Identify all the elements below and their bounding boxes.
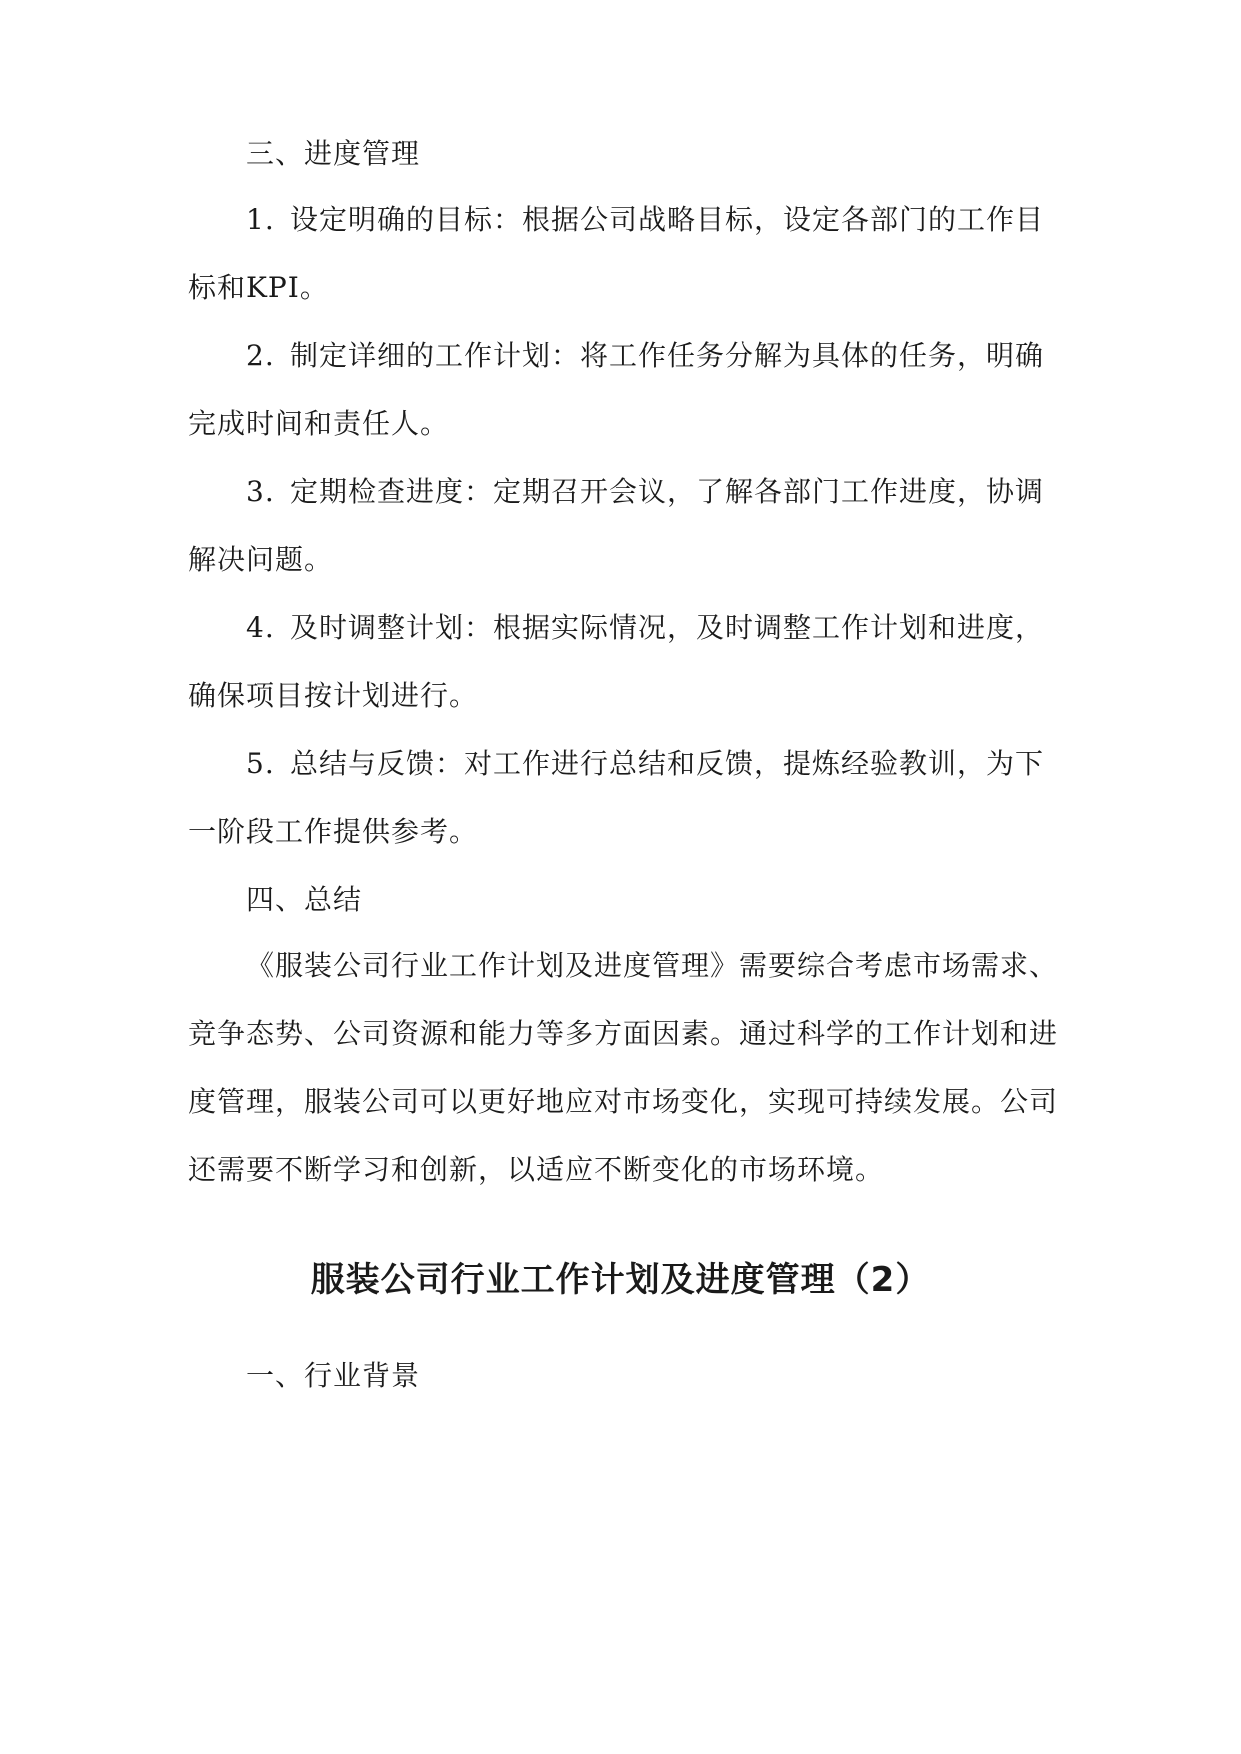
section-heading-industry-background: 一、行业背景 [246,1359,421,1392]
list-item-3-line-2: 解决问题。 [188,543,334,576]
section-heading-progress-management: 三、进度管理 [246,137,421,170]
list-item-1-line-2: 标和KPI。 [188,271,329,304]
list-item-text: 及时调整计划：根据实际情况，及时调整工作计划和进度， [290,611,1045,644]
summary-paragraph-line-1: 《服装公司行业工作计划及进度管理》需要综合考虑市场需求、 [246,949,1059,982]
list-item-4-line-1 [246,608,1126,648]
list-item-5-line-1 [246,744,1126,784]
list-item-2-line-1 [246,336,1126,376]
list-item-1-line-1 [246,200,1126,240]
list-item-text: 设定明确的目标：根据公司战略目标，设定各部门的工作目 [290,203,1045,236]
list-item-4-line-2: 确保项目按计划进行。 [188,679,479,712]
list-item-number: 1. [246,203,275,236]
list-item-text: 总结与反馈：对工作进行总结和反馈，提炼经验教训，为下 [290,747,1045,780]
document-title: 服装公司行业工作计划及进度管理（2） [310,1260,931,1300]
summary-paragraph-line-3: 度管理，服装公司可以更好地应对市场变化，实现可持续发展。公司 [188,1085,1059,1118]
section-heading-summary: 四、总结 [246,883,363,916]
list-item-text: 定期检查进度：定期召开会议，了解各部门工作进度，协调 [290,475,1045,508]
list-item-number: 5. [246,747,275,780]
list-item-5-line-2: 一阶段工作提供参考。 [188,815,479,848]
list-item-2-line-2: 完成时间和责任人。 [188,407,450,440]
list-item-number: 4. [246,611,275,644]
list-item-3-line-1 [246,472,1126,512]
summary-paragraph-line-2: 竞争态势、公司资源和能力等多方面因素。通过科学的工作计划和进 [188,1017,1059,1050]
list-item-text: 制定详细的工作计划：将工作任务分解为具体的任务，明确 [290,339,1045,372]
summary-paragraph-line-4: 还需要不断学习和创新，以适应不断变化的市场环境。 [188,1153,885,1186]
list-item-number: 3. [246,475,275,508]
list-item-number: 2. [246,339,275,372]
